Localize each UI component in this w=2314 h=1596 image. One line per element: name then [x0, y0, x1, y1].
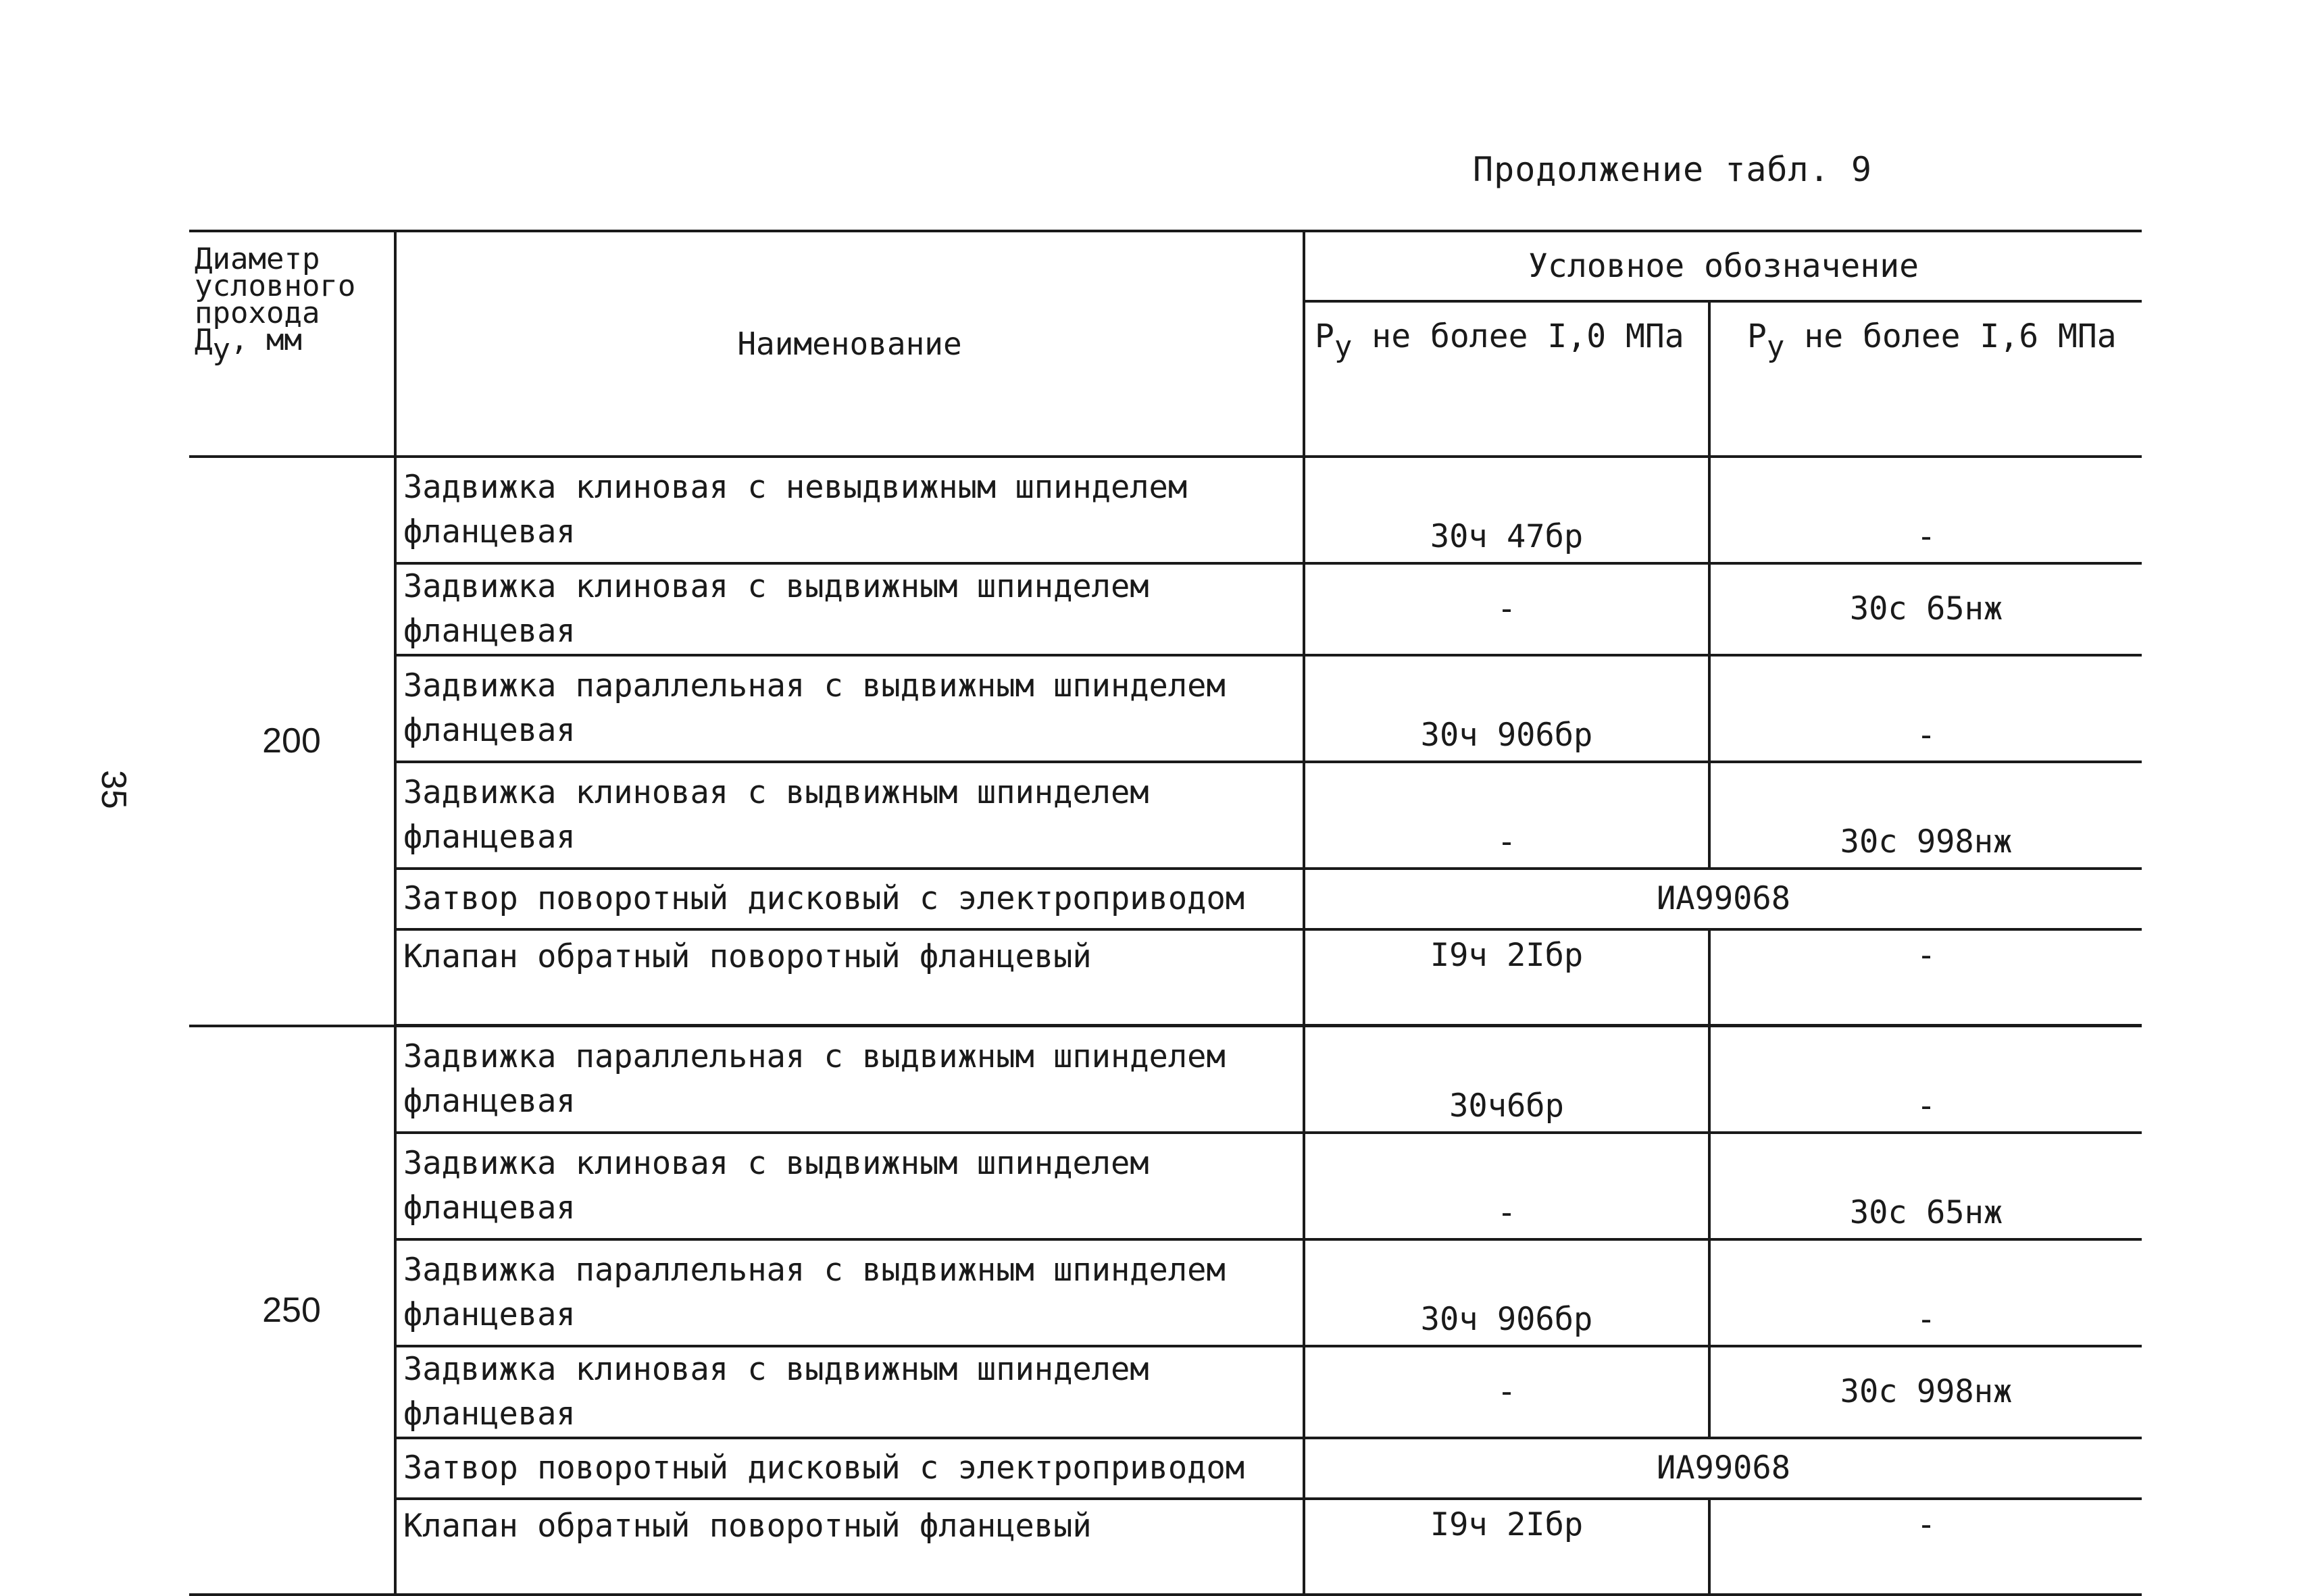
dn-cell-250: 250 [189, 1026, 395, 1595]
header-p1-text: не более I,0 МПа [1352, 317, 1684, 355]
name-cell: Задвижка клиновая с выдвижным шпинделем фланцевая [395, 563, 1304, 655]
table-row [189, 563, 2142, 655]
header-dn-unit: , мм [230, 323, 302, 357]
header-nominal-diameter [189, 231, 395, 457]
name-cell: Задвижка параллельная с выдвижным шпинделем фланцевая [395, 1026, 1304, 1133]
header-p1-symbol: P [1315, 317, 1334, 355]
p2-cell: 30с 998нж [1709, 1346, 2142, 1438]
p1-cell: 30ч 47бр [1304, 457, 1709, 563]
p2-cell: - [1709, 655, 2142, 762]
header-dn-subscript: у [212, 332, 230, 367]
name-cell: Задвижка параллельная с выдвижным шпинделем фланцевая [395, 655, 1304, 762]
p1-cell: 30ч 906бр [1304, 655, 1709, 762]
p1-cell: 30ч 906бр [1304, 1239, 1709, 1346]
table-row [189, 457, 2142, 563]
header-p2-symbol: P [1747, 317, 1767, 355]
table-row [189, 1499, 2142, 1595]
header-p2-text: не более I,6 МПа [1784, 317, 2117, 355]
table-row [189, 1133, 2142, 1239]
p2-cell: - [1709, 1026, 2142, 1133]
name-cell: Клапан обратный поворотный фланцевый [395, 929, 1304, 1026]
designation-cell: ИА99068 [1304, 869, 2142, 929]
name-cell: Затвор поворотный дисковый с электроприводом [395, 1438, 1304, 1499]
header-dn-line-4 [195, 323, 391, 367]
header-pressure-1-0 [1304, 301, 1709, 457]
table-row [189, 929, 2142, 1026]
table-row [189, 655, 2142, 762]
p1-cell: - [1304, 563, 1709, 655]
designation-cell: ИА99068 [1304, 1438, 2142, 1499]
table-caption: Продолжение табл. 9 [1473, 150, 1872, 189]
valve-table [189, 230, 2142, 1596]
header-dn-line-2: условного [195, 269, 356, 303]
header-designation: Условное обозначение [1304, 231, 2142, 301]
p1-cell: I9ч 2Iбр [1304, 1499, 1709, 1595]
p2-cell: - [1709, 1239, 2142, 1346]
header-dn-symbol: Д [195, 323, 213, 357]
table-row [189, 869, 2142, 929]
p2-cell: 30с 998нж [1709, 762, 2142, 869]
dn-cell-200: 200 [189, 457, 395, 1026]
p1-cell: I9ч 2Iбр [1304, 929, 1709, 1026]
header-dn-line-3: прохода [195, 296, 320, 330]
table-row [189, 762, 2142, 869]
name-cell: Задвижка клиновая с выдвижным шпинделем фланцевая [395, 762, 1304, 869]
p1-cell: - [1304, 1133, 1709, 1239]
name-cell: Клапан обратный поворотный фланцевый [395, 1499, 1304, 1595]
p1-cell: - [1304, 762, 1709, 869]
table-row [189, 1026, 2142, 1133]
table-row [189, 1239, 2142, 1346]
name-cell: Задвижка клиновая с выдвижным шпинделем фланцевая [395, 1133, 1304, 1239]
table-row [189, 1438, 2142, 1499]
p2-cell: 30с 65нж [1709, 1133, 2142, 1239]
table-header [189, 231, 2142, 457]
header-dn-line-1: Диаметр [195, 242, 320, 276]
name-cell: Задвижка параллельная с выдвижным шпинделем фланцевая [395, 1239, 1304, 1346]
p2-cell: 30с 65нж [1709, 563, 2142, 655]
header-p2-subscript: у [1766, 329, 1785, 364]
name-cell: Затвор поворотный дисковый с электроприводом [395, 869, 1304, 929]
p2-cell: - [1709, 929, 2142, 1026]
header-name: Наименование [395, 231, 1304, 457]
p2-cell: - [1709, 1499, 2142, 1595]
p2-cell: - [1709, 457, 2142, 563]
page-number: 35 [94, 770, 133, 809]
p1-cell: - [1304, 1346, 1709, 1438]
name-cell: Задвижка клиновая с выдвижным шпинделем фланцевая [395, 1346, 1304, 1438]
table-body [189, 457, 2142, 1595]
p1-cell: 30ч6бр [1304, 1026, 1709, 1133]
header-pressure-1-6 [1709, 301, 2142, 457]
table-row [189, 1346, 2142, 1438]
name-cell: Задвижка клиновая с невыдвижным шпинделем фланцевая [395, 457, 1304, 563]
header-p1-subscript: у [1334, 329, 1353, 364]
valve-table-container [189, 230, 2142, 1596]
